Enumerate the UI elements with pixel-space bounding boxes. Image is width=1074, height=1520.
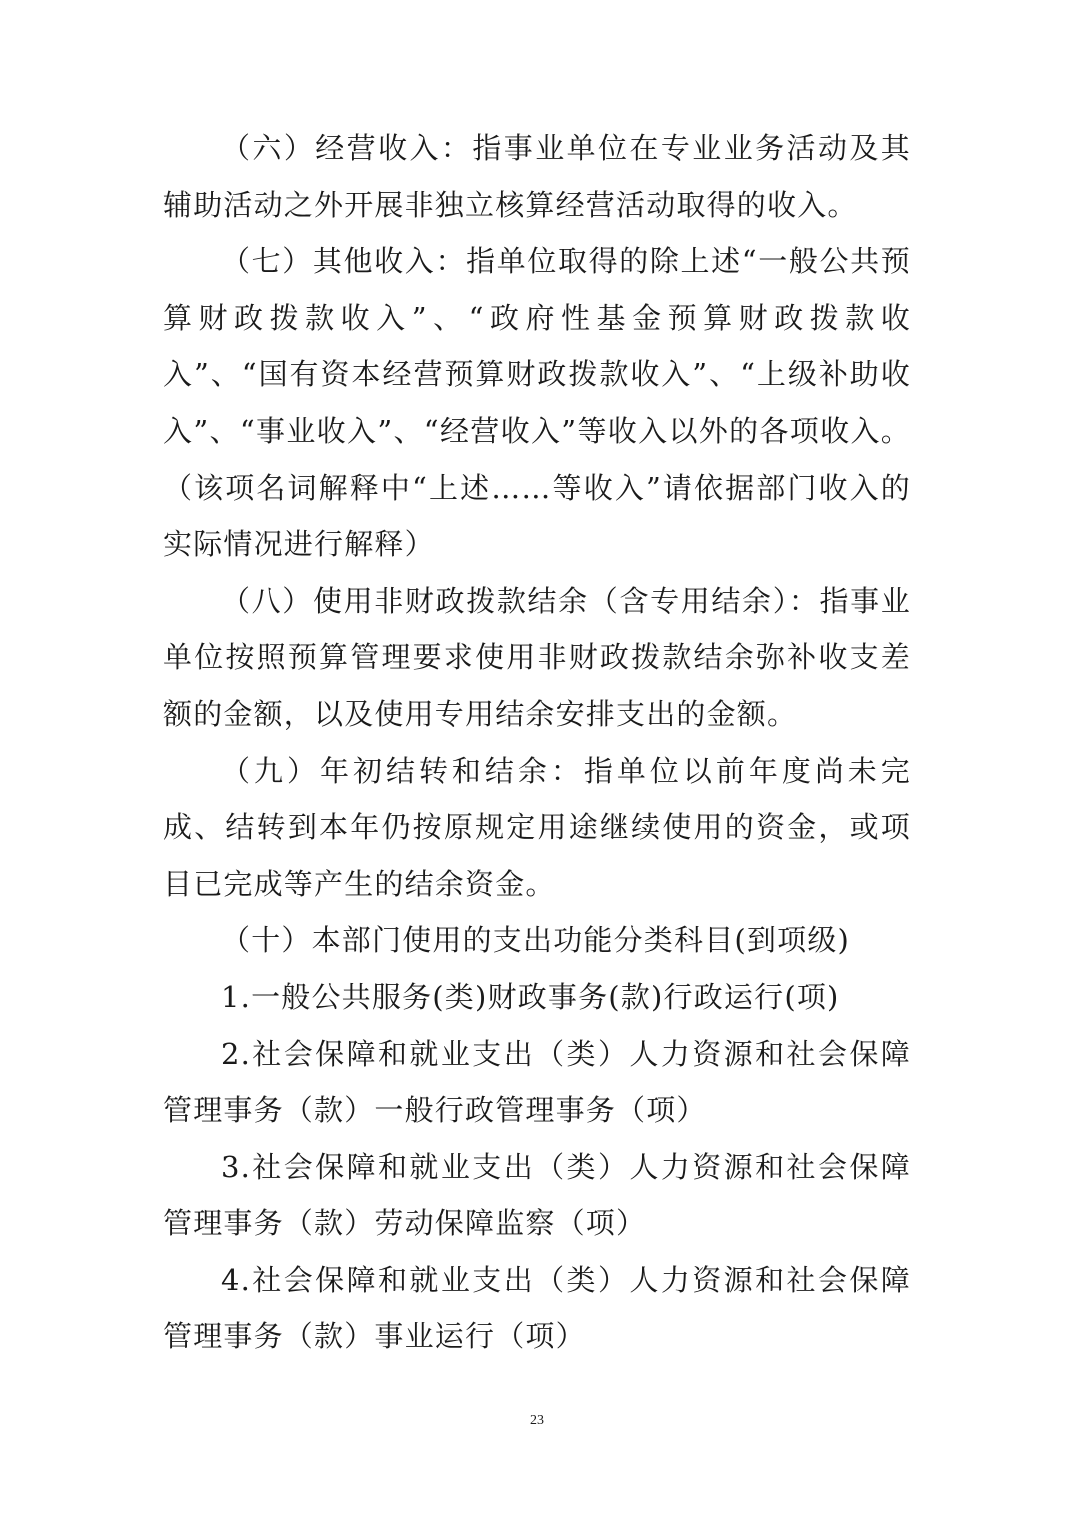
paragraph-non-fiscal-surplus: （八）使用非财政拨款结余（含专用结余）：指事业单位按照预算管理要求使用非财政拨款结余弥补收支差额的金额，以及使用专用结余安排支出的金额。	[163, 583, 911, 731]
body-text	[163, 120, 911, 1365]
paragraph-carryover-surplus: （九）年初结转和结余：指单位以前年度尚未完成、结转到本年仍按原规定用途继续使用的资金，或项目已完成等产生的结余资金。	[163, 753, 911, 901]
list-item-3: 3.社会保障和就业支出（类）人力资源和社会保障管理事务（款）劳动保障监察（项）	[163, 1149, 911, 1241]
page-number: 23	[530, 1413, 544, 1428]
paragraph-business-income: （六）经营收入：指事业单位在专业业务活动及其辅助活动之外开展非独立核算经营活动取得的收入。	[163, 131, 911, 222]
paragraph-expenditure-classification: （十）本部门使用的支出功能分类科目(到项级)	[221, 923, 851, 958]
paragraph-other-income: （七）其他收入：指单位取得的除上述“一般公共预算财政拨款收入”、“政府性基金预算财政拨款收入”、“国有资本经营预算财政拨款收入”、“上级补助收入”、“事业收入”、“经营收入”等收入以外的各项收入。（该项名词解释中“上述……等收入”请依据部门收入的实际情况进行解释）	[163, 244, 911, 562]
list-item-1: 1.一般公共服务(类)财政事务(款)行政运行(项)	[221, 979, 840, 1014]
list-item-4: 4.社会保障和就业支出（类）人力资源和社会保障管理事务（款）事业运行（项）	[163, 1262, 911, 1354]
list-item-2: 2.社会保障和就业支出（类）人力资源和社会保障管理事务（款）一般行政管理事务（项）	[163, 1036, 911, 1128]
